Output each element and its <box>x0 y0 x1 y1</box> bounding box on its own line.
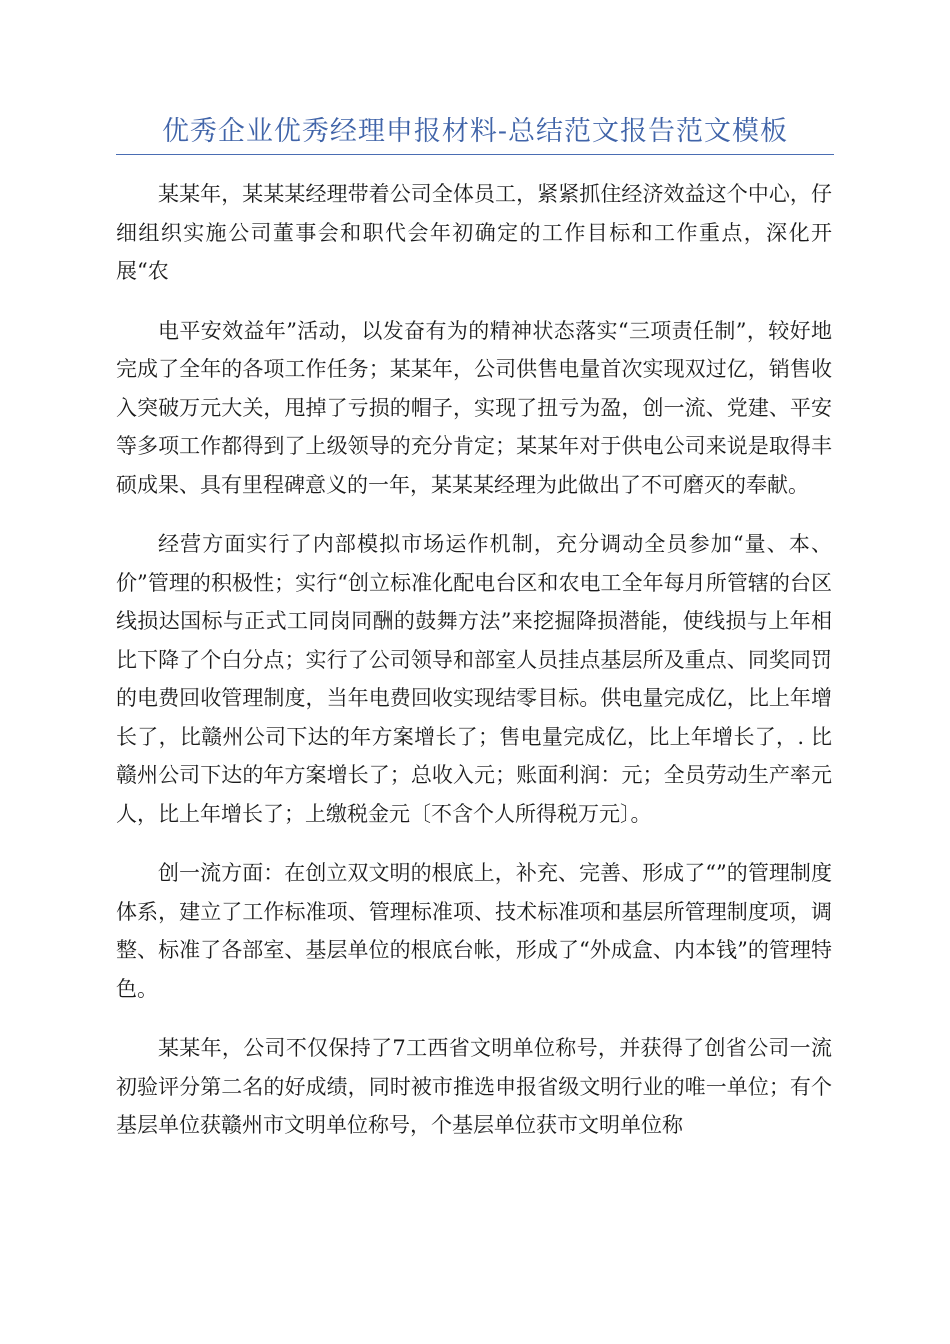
paragraph-2: 电平安效益年”活动，以发奋有为的精神状态落实“三项责任制”，较好地完成了全年的各项工作任务；某某年，公司供售电量首次实现双过亿，销售收入突破万元大关，甩掉了亏损的帽子，实现了扭亏为盈，创一流、党建、平安等多项工作都得到了上级领导的充分肯定；某某年对于供电公司来说是取得丰硕成果、具有里程碑意义的一年，某某某经理为此做出了不可磨灭的奉献。 <box>116 318 832 497</box>
paragraph-4: 创一流方面：在创立双文明的根底上，补充、完善、形成了“”的管理制度体系，建立了工作标准项、管理标准项、技术标准项和基层所管理制度项，调整、标准了各部室、基层单位的根底台帐，形成了“外成盒、内本钱”的管理特色。 <box>116 861 832 1001</box>
paragraph-3: 经营方面实行了内部模拟市场运作机制，充分调动全员参加“量、本、价”管理的积极性；实行“创立标准化配电台区和农电工全年每月所管辖的台区线损达国标与正式工同岗同酬的鼓舞方法”来挖掘降损潜能，使线损与上年相比下降了个白分点；实行了公司领导和部室人员挂点基层所及重点、同奖同罚的电费回收管理制度，当年电费回收实现结零目标。供电量完成亿，比上年增长了，比赣州公司下达的年方案增长了；售电量完成亿，比上年增长了，. 比赣州公司下达的年方案增长了；总收入元；账面利润：元；全员劳动生产率元人，比上年增长了；上缴税金元〔不含个人所得税万元〕。 <box>116 532 832 826</box>
document-title: 优秀企业优秀经理申报材料-总结范文报告范文模板 <box>161 116 789 147</box>
paragraph-5: 某某年，公司不仅保持了7工西省文明单位称号，并获得了创省公司一流初验评分第二名的好成绩，同时被市推选申报省级文明行业的唯一单位；有个基层单位获赣州市文明单位称号，个基层单位获市文明单位称 <box>116 1036 832 1137</box>
paragraph-1: 某某年，某某某经理带着公司全体员工，紧紧抓住经济效益这个中心，仔细组织实施公司董事会和职代会年初确定的工作目标和工作重点，深化开展“农 <box>116 182 832 283</box>
title-underline <box>116 154 834 155</box>
document-body <box>116 175 832 1166</box>
